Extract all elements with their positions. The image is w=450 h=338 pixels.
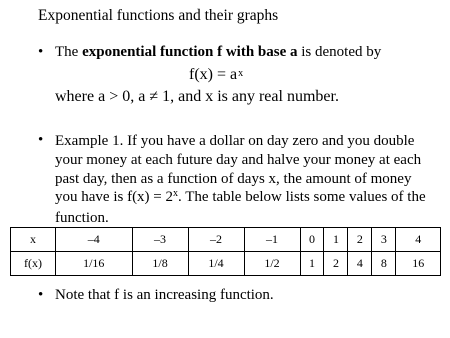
definition-bullet [55, 44, 381, 61]
example-text-1: Example 1. If you have a dollar on day zero and you double your money at each future day and halve your money at each past day, then as a function of days x, the amount of money you have is f(x) = 2 [55, 133, 422, 206]
page-title: Exponential functions and their graphs [38, 7, 279, 24]
definition-bold-term: exponential function f with base a [82, 44, 298, 60]
note-text: Note that f is an increasing function. [55, 287, 274, 303]
table-cell: –3 [132, 228, 188, 252]
table-cell: 1 [324, 228, 348, 252]
table-cell: –1 [244, 228, 300, 252]
table-cell: 1/8 [132, 252, 188, 276]
table-cell: 3 [372, 228, 396, 252]
formula-lhs: f(x) = a [189, 66, 238, 83]
table-cell: x [11, 228, 56, 252]
table-cell: 0 [300, 228, 324, 252]
table-cell: 2 [324, 252, 348, 276]
table-cell: 1/16 [56, 252, 133, 276]
bullet-marker: • [38, 44, 44, 60]
formula-condition: where a > 0, a ≠ 1, and x is any real number. [55, 88, 339, 105]
table-cell: 8 [372, 252, 396, 276]
table-cell: –2 [188, 228, 244, 252]
definition-prefix: The [55, 44, 83, 60]
table-cell: 4 [348, 252, 372, 276]
table-cell: 2 [348, 228, 372, 252]
table-row-x [11, 228, 441, 252]
table-cell: 4 [396, 228, 441, 252]
table-cell: –4 [56, 228, 133, 252]
table-cell: 1/4 [188, 252, 244, 276]
bullet-marker: • [38, 132, 44, 148]
example-text-2: . The table below lists some values of the function. [55, 189, 426, 227]
table-cell: f(x) [11, 252, 56, 276]
example-paragraph [55, 132, 435, 228]
example-exponent: x [173, 188, 179, 200]
definition-suffix: is denoted by [297, 44, 382, 60]
values-table [10, 227, 441, 276]
table-cell: 1 [300, 252, 324, 276]
table-row-fx [11, 252, 441, 276]
exponential-formula [189, 66, 243, 84]
table-cell: 16 [396, 252, 441, 276]
table-cell: 1/2 [244, 252, 300, 276]
bullet-marker: • [38, 287, 44, 303]
formula-exponent: x [238, 68, 244, 79]
